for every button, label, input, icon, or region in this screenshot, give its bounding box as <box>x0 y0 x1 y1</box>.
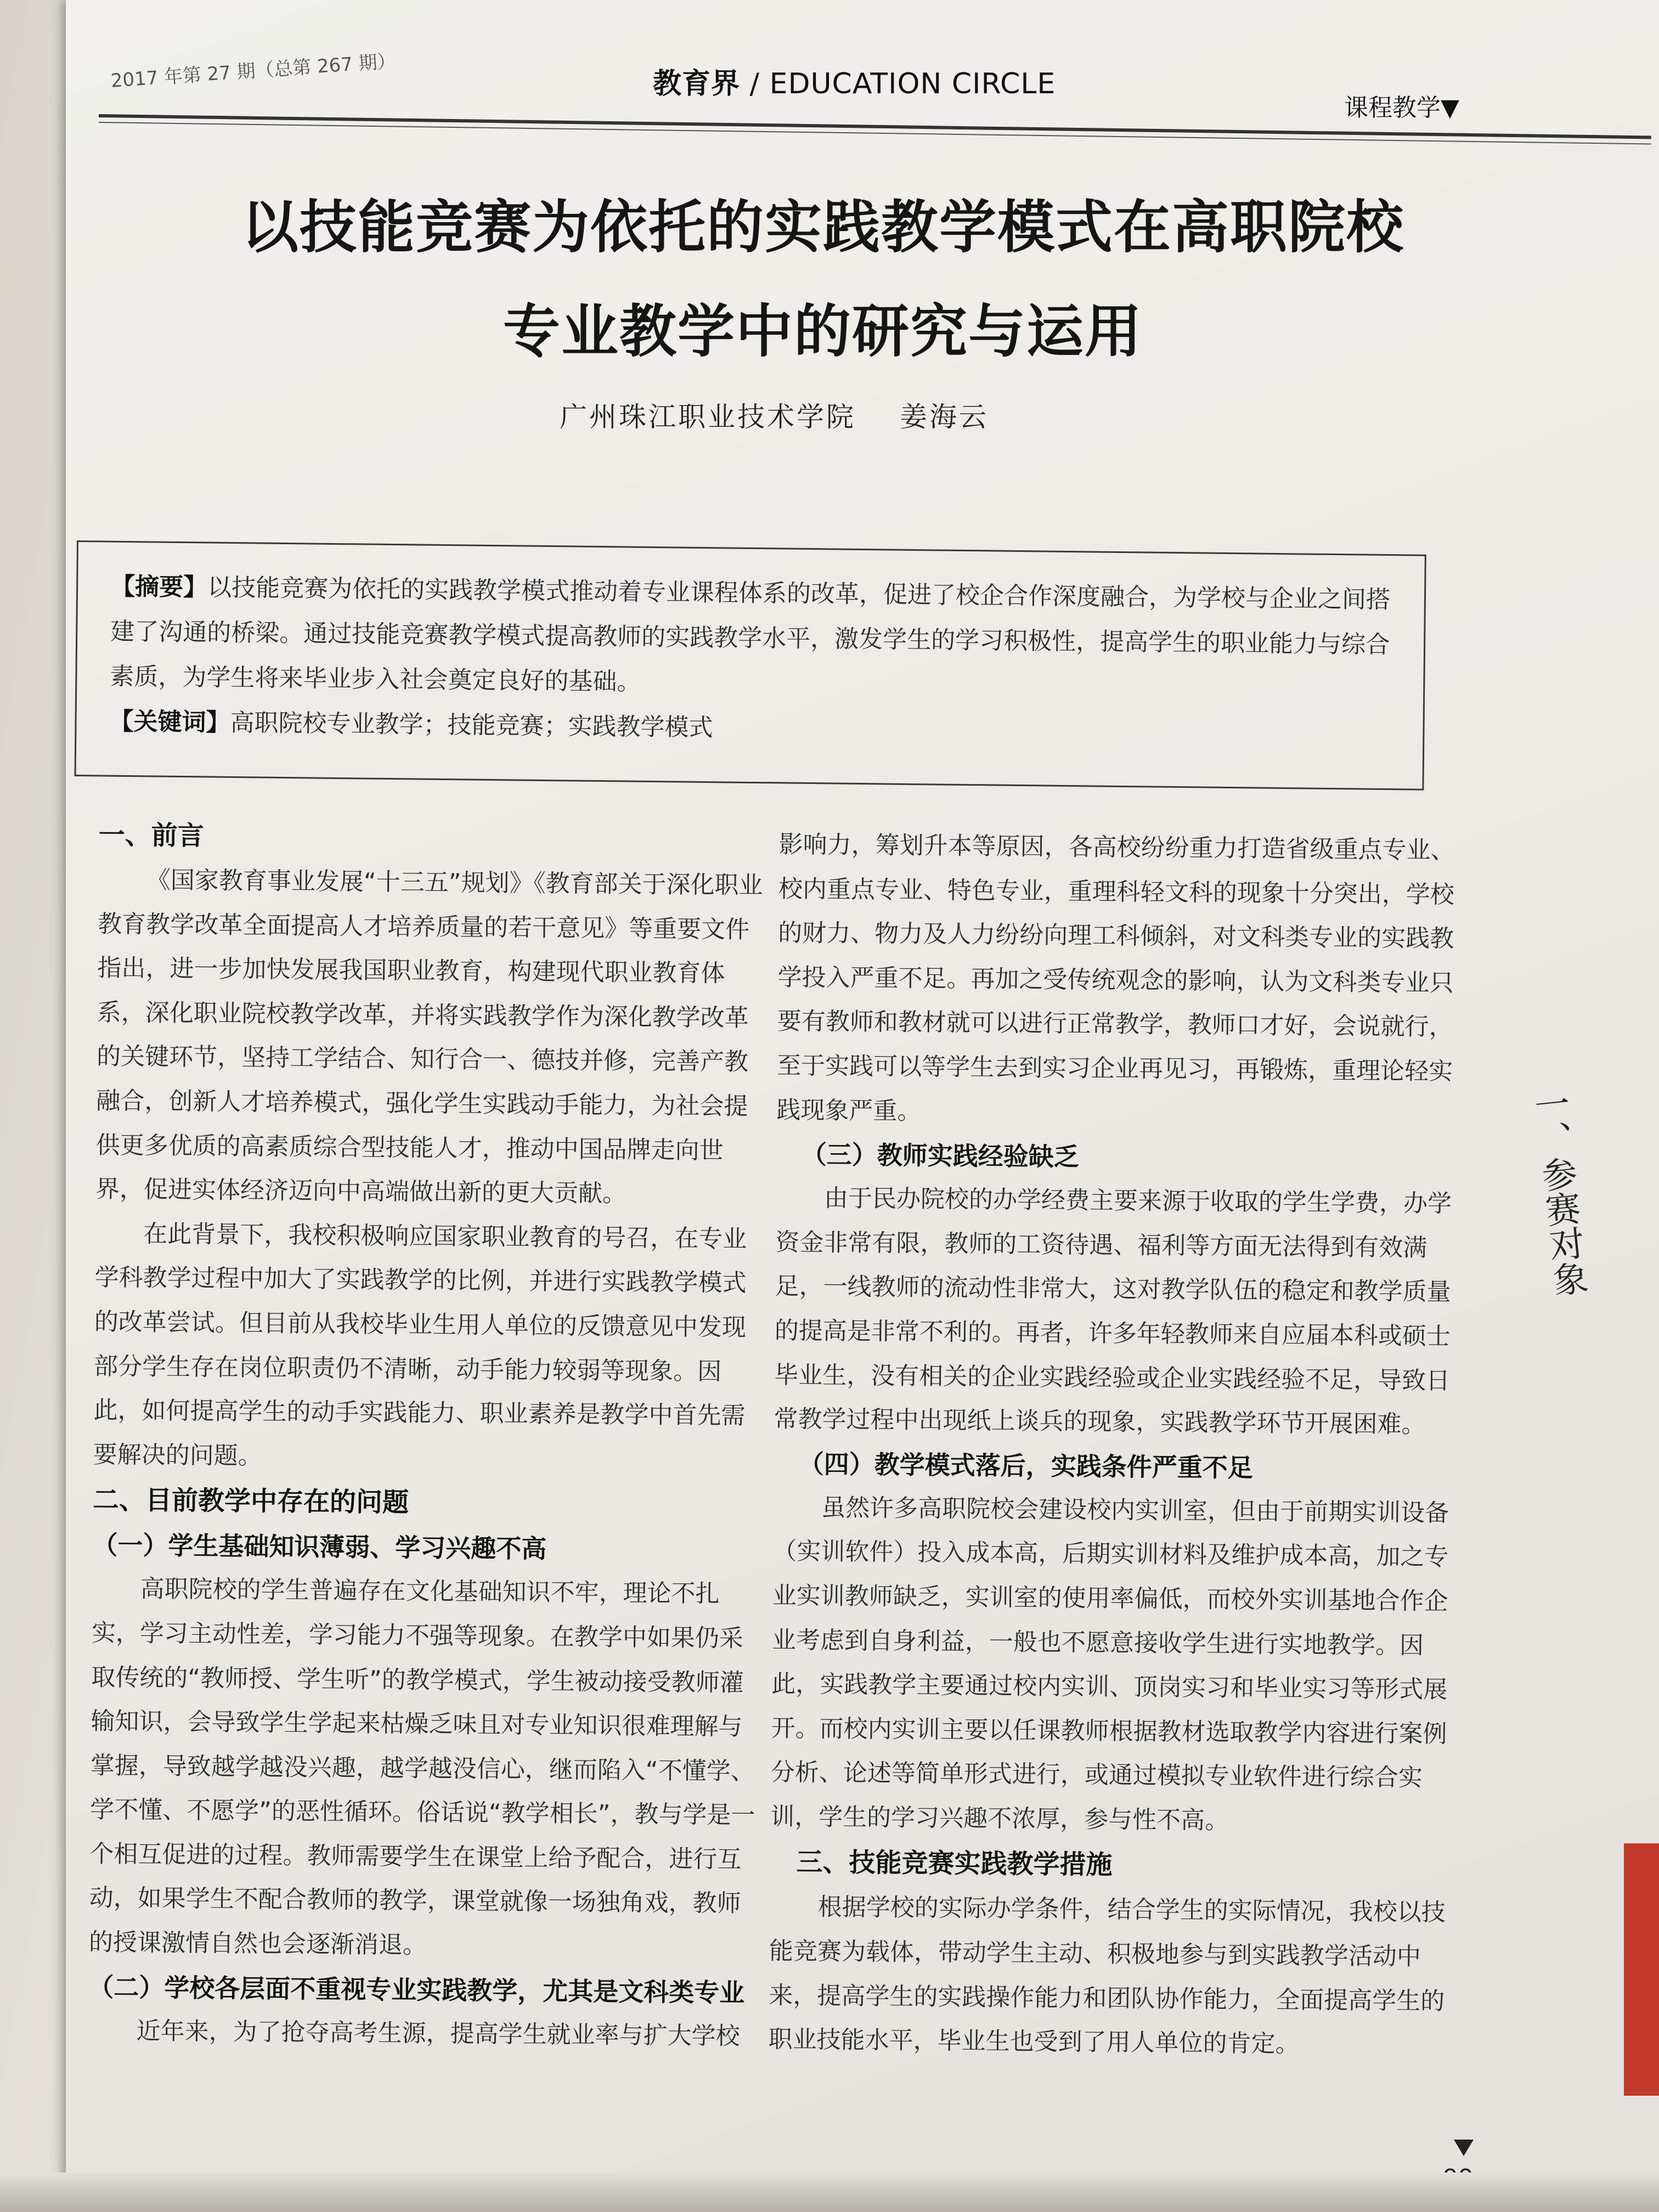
right-column <box>768 823 1476 2068</box>
keywords-text: 高职院校专业教学；技能竞赛；实践教学模式 <box>230 708 713 742</box>
magazine-name-en: / EDUCATION CIRCLE <box>740 67 1056 100</box>
abstract <box>110 565 1391 713</box>
subheading: （二）学校各层面不重视专业实践教学，尤其是文科类专业 <box>88 1972 745 2008</box>
abstract-label: 【摘要】 <box>110 572 208 602</box>
article-title <box>165 181 1481 368</box>
keywords-label: 【关键词】 <box>109 707 230 737</box>
paragraph-continued: 影响力，筹划升本等原因，各高校纷纷重力打造省级重点专业、校内重点专业、特色专业，重理科轻文科的现象十分突出，学校的财力、物力及人力纷纷向理工科倾斜，对文科类专业的实践教学投入严重不足。再加之受传统观念的影响，认为文科类专业只要有教师和教材就可以进行正常教学，教师口才好，会说就行，至于实践可以等学生去到实习企业再见习，再锻炼，重理论轻实践现象严重。 <box>776 830 1455 1125</box>
paragraph: 《国家教育事业发展“十三五”规划》《教育部关于深化职业教育教学改革全面提高人才培养质量的若干意见》等重要文件指出，进一步加快发展我国职业教育，构建现代职业教育体系，深化职业院校教学改革，并将实践教学作为深化教学改革的关键环节，坚持工学结合、知行合一、德技并修，完善产教融合，创新人才培养模式，强化学生实践动手能力，为社会提供更多优质的高素质综合型技能人才，推动中国品牌走向世界，促进实体经济迈向中高端做出新的更大贡献。 <box>95 866 763 1208</box>
paragraph: 高职院校的学生普遍存在文化基础知识不牢，理论不扎实，学习主动性差，学习能力不强等现象。在教学中如果仍采取传统的“教师授、学生听”的教学模式，学生被动接受教师灌输知识，会导致学生学起来枯燥乏味且对专业知识很难理解与掌握，导致越学越没兴趣，越学越没信心，继而陷入“不懂学、学不懂、不愿学”的恶性循环。俗话说“教学相长”，教与学是一个相互促进的过程。教师需要学生在课堂上给予配合，进行互动，如果学生不配合教师的教学，课堂就像一场独角戏，教师的授课激情自然也会逐渐消退。 <box>88 1575 755 1960</box>
magazine-page <box>66 0 1659 2212</box>
paragraph: 在此背景下，我校积极响应国家职业教育的号召，在专业学科教学过程中加大了实践教学的比例，并进行实践教学模式的改革尝试。但目前从我校毕业生用人单位的反馈意见中发现部分学生存在岗位职责仍不清晰，动手能力较弱等现象。因此，如何提高学生的动手实践能力、职业素养是教学中首先需要解决的问题。 <box>93 1220 747 1470</box>
page-bottom-shadow <box>0 2172 1659 2212</box>
subheading: （四）教学模式落后，实践条件严重不足 <box>798 1449 1254 1483</box>
column-name: 课程教学▼ <box>1344 94 1459 122</box>
paragraph: 近年来，为了抢夺高考生源，提高学生就业率与扩大学校 <box>136 2017 740 2050</box>
left-column <box>88 812 774 2059</box>
heading-introduction: 一、前言 <box>98 819 204 851</box>
paragraph: 虽然许多高职院校会建设校内实训室，但由于前期实训设备（实训软件）投入成本高，后期实训材料及维护成本高，加之专业实训教师缺乏，实训室的使用率偏低，而校外实训基地合作企业考虑到自身利益，一般也不愿意接收学生进行实地教学。因此，实践教学主要通过校内实训、顶岗实习和毕业实习等形式展开。而校内实训主要以任课教师根据教材选取教学内容进行案例分析、论述等简单形式进行，或通过模拟专业软件进行综合实训，学生的学习兴趣不浓厚，参与性不高。 <box>770 1493 1449 1835</box>
title-line-1: 以技能竞赛为依托的实践教学模式在高职院校 <box>241 194 1404 261</box>
next-page-bleed-text: 一、参赛对象 <box>1527 1085 1589 1299</box>
subheading: （一）学生基础知识薄弱、学习兴趣不高 <box>92 1530 547 1564</box>
page-marker-triangle <box>1454 2140 1474 2156</box>
magazine-name <box>653 60 1056 101</box>
red-bookmark-edge <box>1624 1843 1659 2096</box>
heading-measures: 三、技能竞赛实践教学措施 <box>796 1847 1113 1881</box>
abstract-box <box>74 540 1426 791</box>
byline <box>560 395 989 435</box>
magazine-name-cn: 教育界 <box>653 67 741 100</box>
paragraph: 根据学校的实际办学条件，结合学生的实际情况，我校以技能竞赛为载体，带动学生主动、积极地参与到实践教学活动中来，提高学生的实践操作能力和团队协作能力，全面提高学生的职业技能水平，毕业生也受到了用人单位的肯定。 <box>768 1893 1446 2058</box>
author: 姜海云 <box>900 401 989 433</box>
heading-problems: 二、目前教学中存在的问题 <box>92 1485 409 1519</box>
title-line-2: 专业教学中的研究与运用 <box>503 298 1143 365</box>
institution: 广州珠江职业技术学院 <box>560 401 856 433</box>
running-header <box>88 22 1646 143</box>
abstract-text: 以技能竞赛为依托的实践教学模式推动着专业课程体系的改革，促进了校企合作深度融合，为学校与企业之间搭建了沟通的桥梁。通过技能竞赛教学模式提高教师的实践教学水平，激发学生的学习积极性，提高学生的职业能力与综合素质，为学生将来毕业步入社会奠定良好的基础。 <box>110 573 1391 696</box>
issue-number: 2017 年第 27 期（总第 267 期） <box>110 50 397 92</box>
subheading: （三）教师实践经验缺乏 <box>801 1139 1079 1172</box>
paragraph: 由于民办院校的办学经费主要来源于收取的学生学费，办学资金非常有限，教师的工资待遇、福利等方面无法得到有效满足，一线教师的流动性非常大，这对教学队伍的稳定和教学质量的提高是非常不利的。再者，许多年轻教师来自应届本科或硕士毕业生，没有相关的企业实践经验或企业实践经验不足，导致日常教学过程中出现纸上谈兵的现象，实践教学环节开展困难。 <box>774 1184 1452 1439</box>
